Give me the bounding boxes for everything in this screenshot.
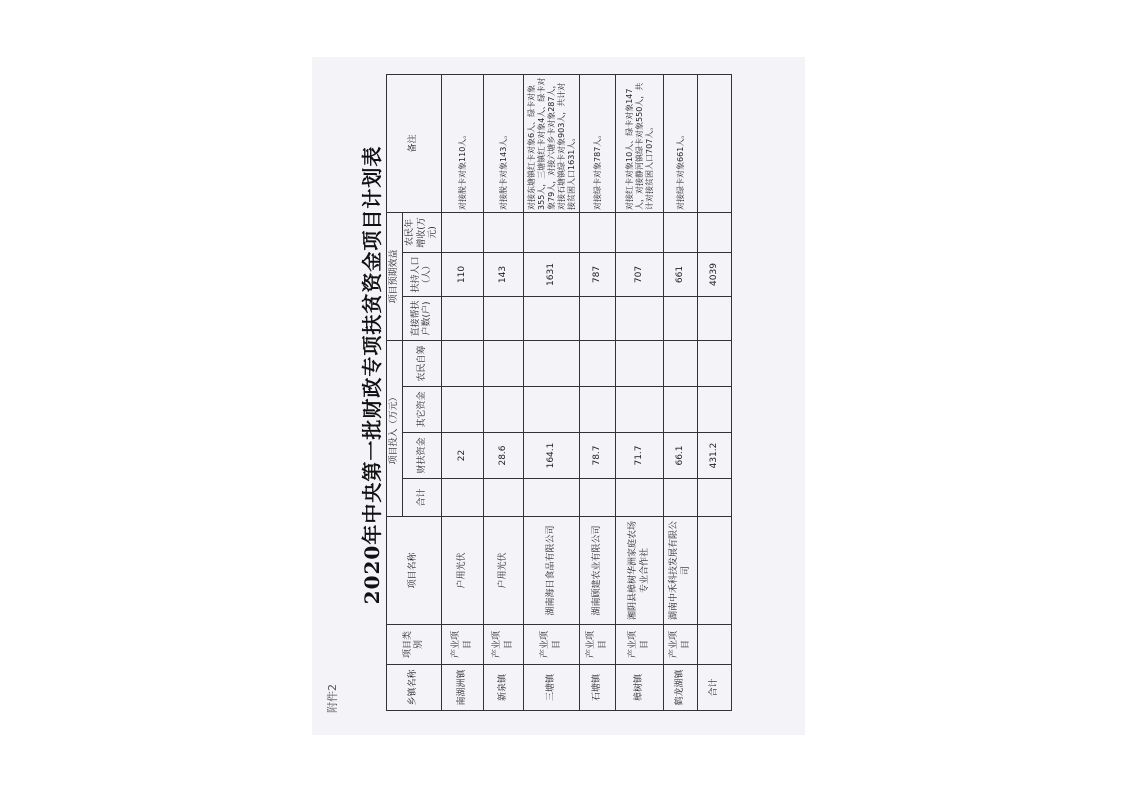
cell-income xyxy=(442,212,484,252)
cell-category: 产业项目 xyxy=(616,625,664,665)
cell-income xyxy=(524,212,580,252)
cell-other xyxy=(664,387,698,433)
cell-households xyxy=(484,296,524,340)
plan-table xyxy=(386,74,732,711)
cell-people: 110 xyxy=(442,252,484,296)
cell-total xyxy=(524,479,580,517)
header-town: 乡镇名称 xyxy=(387,665,442,711)
cell-households xyxy=(524,296,580,340)
rotated-content xyxy=(312,57,805,735)
cell-total xyxy=(664,479,698,517)
header-name: 项目名称 xyxy=(387,517,442,625)
cell-fiscal: 28.6 xyxy=(484,433,524,479)
cell-town: 石塘镇 xyxy=(580,665,616,711)
table-row xyxy=(524,74,580,710)
cell-fiscal: 78.7 xyxy=(580,433,616,479)
cell-name: 户用光伏 xyxy=(484,517,524,625)
cell-people: 787 xyxy=(580,252,616,296)
header-self: 农民自筹 xyxy=(403,340,442,386)
header-remark: 备注 xyxy=(387,74,442,212)
summary-empty xyxy=(698,74,732,212)
cell-total xyxy=(442,479,484,517)
header-row-1 xyxy=(387,74,403,710)
cell-category: 产业项目 xyxy=(664,625,698,665)
header-category: 项目类别 xyxy=(387,625,442,665)
cell-other xyxy=(616,387,664,433)
cell-people: 661 xyxy=(664,252,698,296)
header-investment: 项目投入（万元） xyxy=(387,340,403,516)
summary-people: 4039 xyxy=(698,252,732,296)
summary-row xyxy=(698,74,732,710)
table-row xyxy=(616,74,664,710)
cell-other xyxy=(484,387,524,433)
cell-category: 产业项目 xyxy=(484,625,524,665)
cell-fiscal: 66.1 xyxy=(664,433,698,479)
cell-self xyxy=(484,340,524,386)
summary-empty xyxy=(698,479,732,517)
cell-income xyxy=(616,212,664,252)
cell-income xyxy=(484,212,524,252)
scanned-page xyxy=(312,57,805,735)
page-title: 2020年中央第一批财政专项扶贫资金项目计划表 xyxy=(360,145,384,605)
cell-total xyxy=(580,479,616,517)
cell-name: 湖南海日食品有限公司 xyxy=(524,517,580,625)
cell-self xyxy=(442,340,484,386)
cell-self xyxy=(524,340,580,386)
cell-name: 湘阴县樟树华洲家庭农场专业合作社 xyxy=(616,517,664,625)
header-households: 直接帮扶户数(户) xyxy=(403,296,442,340)
cell-town: 鹤龙湖镇 xyxy=(664,665,698,711)
table-row xyxy=(664,74,698,710)
summary-empty xyxy=(698,625,732,665)
cell-town: 樟树镇 xyxy=(616,665,664,711)
cell-self xyxy=(580,340,616,386)
summary-empty xyxy=(698,517,732,625)
cell-other xyxy=(580,387,616,433)
cell-self xyxy=(616,340,664,386)
cell-remark: 对接绿卡对象661人。 xyxy=(664,74,698,212)
cell-remark: 对接脱卡对象110人。 xyxy=(442,74,484,212)
cell-total xyxy=(616,479,664,517)
cell-total xyxy=(484,479,524,517)
cell-remark: 对接东塘镇红卡对象6人、绿卡对象355人，三塘镇红卡对象4人、绿卡对象79人，对接六塘乡卡对象287人，对接石塘镇绿卡对象903人，共计对接贫困人口1631人。 xyxy=(524,74,580,212)
cell-income xyxy=(664,212,698,252)
attachment-label: 附件2 xyxy=(326,684,339,713)
header-other: 其它资金 xyxy=(403,387,442,433)
cell-fiscal: 22 xyxy=(442,433,484,479)
table-row xyxy=(442,74,484,710)
summary-empty xyxy=(698,212,732,252)
cell-fiscal: 164.1 xyxy=(524,433,580,479)
summary-empty xyxy=(698,296,732,340)
summary-fiscal: 431.2 xyxy=(698,433,732,479)
cell-people: 707 xyxy=(616,252,664,296)
header-income: 农民年增收(万元) xyxy=(403,212,442,252)
cell-remark: 对接绿卡对象787人。 xyxy=(580,74,616,212)
cell-name: 湖南中禾科技发展有限公司 xyxy=(664,517,698,625)
cell-self xyxy=(664,340,698,386)
cell-category: 产业项目 xyxy=(442,625,484,665)
cell-town: 新泉镇 xyxy=(484,665,524,711)
cell-people: 1631 xyxy=(524,252,580,296)
table-row xyxy=(580,74,616,710)
cell-income xyxy=(580,212,616,252)
header-benefit: 项目预期效益 xyxy=(387,212,403,340)
header-total: 合计 xyxy=(403,479,442,517)
cell-category: 产业项目 xyxy=(580,625,616,665)
cell-households xyxy=(664,296,698,340)
cell-town: 三塘镇 xyxy=(524,665,580,711)
cell-people: 143 xyxy=(484,252,524,296)
table-row xyxy=(484,74,524,710)
cell-category: 产业项目 xyxy=(524,625,580,665)
cell-town: 南湖洲镇 xyxy=(442,665,484,711)
summary-empty xyxy=(698,340,732,386)
cell-fiscal: 71.7 xyxy=(616,433,664,479)
cell-remark: 对接脱卡对象143人。 xyxy=(484,74,524,212)
cell-households xyxy=(442,296,484,340)
cell-name: 户用光伏 xyxy=(442,517,484,625)
summary-empty xyxy=(698,387,732,433)
cell-name: 湖南顾建农业有限公司 xyxy=(580,517,616,625)
cell-other xyxy=(442,387,484,433)
header-people: 扶持人口（人） xyxy=(403,252,442,296)
cell-remark: 对接红卡对象10人、绿卡对象147人，对接静河镇绿卡对象550人，共计对接贫困人口707人。 xyxy=(616,74,664,212)
header-fiscal: 财扶资金 xyxy=(403,433,442,479)
cell-other xyxy=(524,387,580,433)
cell-households xyxy=(580,296,616,340)
cell-households xyxy=(616,296,664,340)
summary-label: 合计 xyxy=(698,665,732,711)
